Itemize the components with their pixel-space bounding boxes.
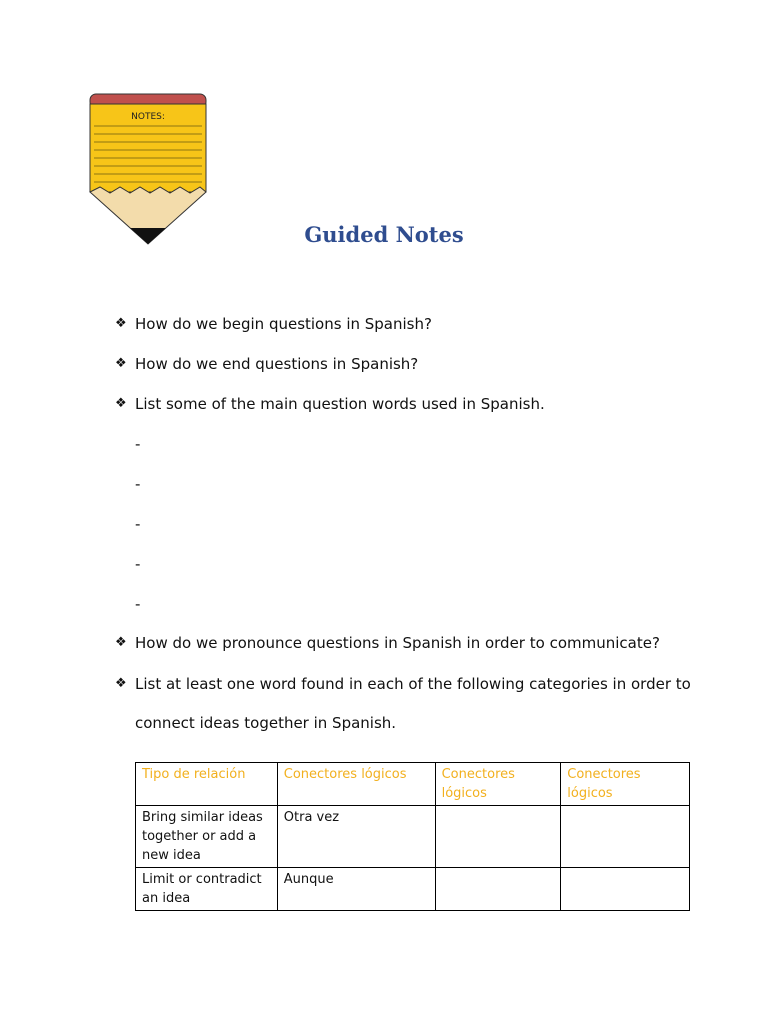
answer-dash: - — [135, 475, 141, 493]
answer-dash: - — [135, 595, 141, 613]
table-header-cell: Tipo de relación — [136, 763, 278, 806]
diamond-bullet-icon: ❖ — [115, 356, 127, 371]
table-cell[interactable] — [435, 806, 561, 868]
table-header-cell: Conectores lógicos — [561, 763, 690, 806]
answer-dash: - — [135, 435, 141, 453]
question-text: List some of the main question words used in Spanish. — [135, 395, 545, 413]
diamond-bullet-icon: ❖ — [115, 676, 127, 691]
connectors-table — [135, 762, 690, 911]
question-text: How do we begin questions in Spanish? — [135, 315, 432, 333]
question-text: How do we end questions in Spanish? — [135, 355, 419, 373]
table-cell[interactable] — [561, 868, 690, 911]
table-cell[interactable] — [435, 868, 561, 911]
question-text: How do we pronounce questions in Spanish in order to communicate? — [135, 634, 660, 652]
table-row — [136, 806, 690, 868]
question-item — [115, 674, 691, 694]
diamond-bullet-icon: ❖ — [115, 396, 127, 411]
answer-dash: - — [135, 555, 141, 573]
table-cell: Aunque — [277, 868, 435, 911]
notes-label: NOTES: — [131, 112, 165, 122]
table-cell: Bring similar ideas together or add a new idea — [136, 806, 278, 868]
table-cell: Limit or contradict an idea — [136, 868, 278, 911]
table-header-row — [136, 763, 690, 806]
question-text: List at least one word found in each of the following categories in order to — [135, 675, 691, 693]
question-item — [115, 394, 545, 414]
table-cell[interactable] — [561, 806, 690, 868]
diamond-bullet-icon: ❖ — [115, 635, 127, 650]
question-continuation: connect ideas together in Spanish. — [135, 714, 397, 732]
question-item — [115, 314, 432, 334]
table-header-cell: Conectores lógicos — [435, 763, 561, 806]
question-item — [115, 354, 418, 374]
page-title: Guided Notes — [304, 222, 464, 247]
table-header-cell: Conectores lógicos — [277, 763, 435, 806]
table-cell: Otra vez — [277, 806, 435, 868]
question-item — [115, 633, 660, 653]
diamond-bullet-icon: ❖ — [115, 316, 127, 331]
table-row — [136, 868, 690, 911]
answer-dash: - — [135, 515, 141, 533]
